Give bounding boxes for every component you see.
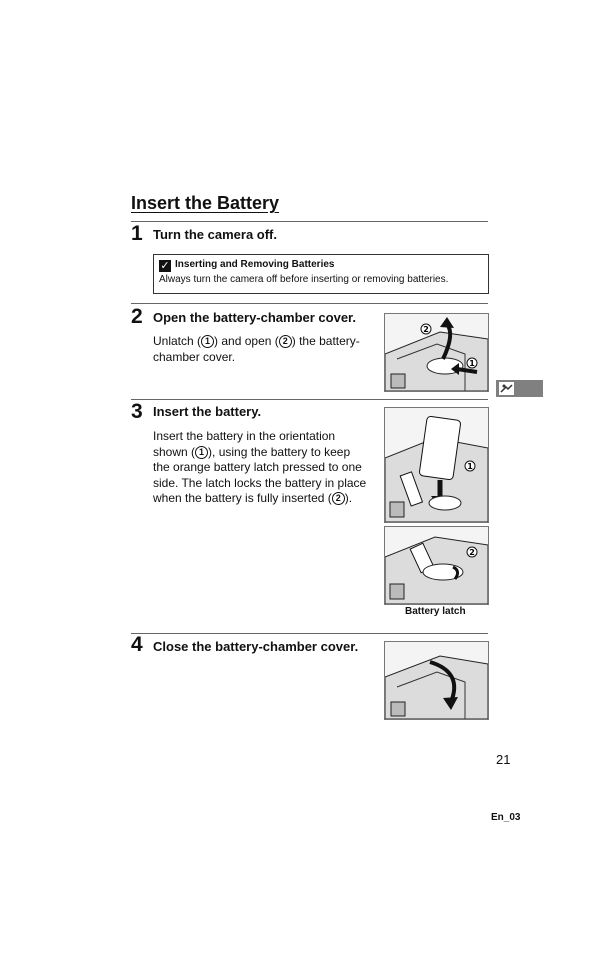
divider — [131, 221, 488, 222]
divider — [131, 633, 488, 634]
divider — [131, 303, 488, 304]
marker-1: 1 — [201, 335, 214, 348]
svg-text:1: 1 — [469, 359, 475, 368]
note-box — [153, 254, 489, 294]
camera-close-cover-illustration — [384, 641, 489, 720]
section-tab — [496, 380, 543, 397]
marker-1: 1 — [195, 446, 208, 459]
check-mark-icon: ✓ — [160, 260, 170, 272]
step-3-number: 3 — [131, 400, 143, 423]
setup-icon — [499, 382, 514, 395]
battery-insert-illustration — [384, 407, 489, 523]
step-1-number: 1 — [131, 222, 143, 245]
note-text: Always turn the camera off before inserting or removing batteries. — [159, 274, 449, 285]
step-4-number: 4 — [131, 633, 143, 656]
figure-caption: Battery latch — [405, 606, 466, 617]
step-2-body: Unlatch ( 1 ) and open ( 2 ) the battery- chamber cover. — [153, 334, 360, 364]
page-title: Insert the Battery — [131, 193, 280, 213]
step-4-title: Close the battery-chamber cover. — [153, 639, 359, 654]
marker-2: 2 — [332, 492, 345, 505]
svg-text:2: 2 — [469, 548, 475, 557]
step-3-body: Insert the battery in the orientation shown ( 1 ), using the battery to keep the orange battery latch pressed to one side. The latch locks the battery in place when the battery is fully inserted ( 2 ). — [153, 429, 367, 505]
document-code: En_03 — [491, 812, 521, 823]
page-number: 21 — [496, 752, 511, 767]
svg-text:1: 1 — [467, 462, 473, 471]
camera-open-cover-illustration — [384, 313, 489, 392]
note-heading: Inserting and Removing Batteries — [175, 259, 335, 270]
step-2-number: 2 — [131, 305, 143, 328]
step-2-title: Open the battery-chamber cover. — [153, 310, 357, 325]
marker-2: 2 — [279, 335, 292, 348]
step-3-title: Insert the battery. — [153, 404, 262, 419]
step-1-title: Turn the camera off. — [153, 227, 278, 242]
divider — [131, 399, 488, 400]
svg-text:2: 2 — [423, 325, 429, 334]
battery-latch-illustration — [384, 526, 489, 605]
